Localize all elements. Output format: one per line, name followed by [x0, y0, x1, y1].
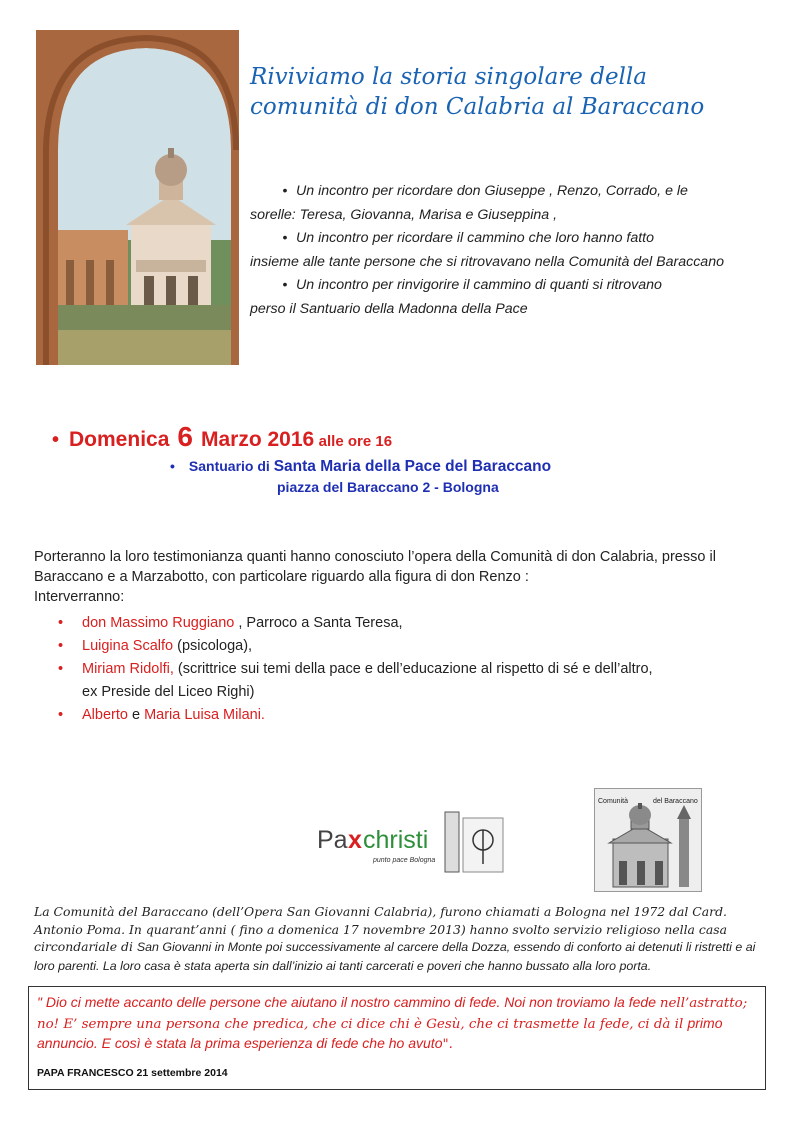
logo-text-x: x — [348, 826, 362, 854]
event-month-year: Marzo 2016 — [200, 428, 315, 451]
intro-list — [250, 180, 770, 321]
body-paragraph: Porteranno la loro testimonianza quanti hanno conosciuto l’opera della Comunità di don Calabria, presso il Baraccano e a Marzabotto, con particolare riguardo alla figura di don Renzo : — [34, 549, 716, 585]
list-item: • don Massimo Ruggiano , Parroco a Santa Teresa, — [58, 612, 778, 635]
venue-prefix: Santuario di — [188, 458, 274, 474]
intro-item: • Un incontro per ricordare don Giuseppe , Renzo, Corrado, e le sorelle: Teresa, Giovanna, Marisa e Giuseppina , — [250, 180, 770, 227]
speaker-name: Miriam Ridolfi, — [82, 661, 174, 677]
speaker-name: Maria Luisa Milani. — [144, 707, 265, 723]
bullet-icon: • — [58, 707, 64, 723]
list-item: • Alberto e Maria Luisa Milani. — [58, 704, 778, 727]
bullet-icon: • — [58, 615, 64, 631]
event-time: alle ore 16 — [318, 433, 393, 450]
pax-christi-logo — [313, 802, 509, 880]
speaker-continuation: ex Preside del Liceo Righi) — [82, 684, 255, 700]
bullet-icon: • — [52, 429, 60, 451]
history-note: La Comunità del Baraccano (dell’Opera San Giovanni Calabria), furono chiamati a Bologna nel 1972 dal Card. Antonio Poma. In quarant’anni ( fino a domenica 17 novembre 2013) hanno svolto servizio religioso nella casa circondariale di San Giovanni in Monte poi successivamente al carcere della Dozza, essendo di conforto ai detenuti li ristretti e ai loro parenti. La loro casa è stata aperta sin dall’inizio ai tanti carcerati e poveri che hanno bussato alla loro porta. — [34, 904, 756, 973]
bullet-icon: • — [170, 458, 175, 474]
poster-title — [250, 62, 780, 122]
body-intro — [34, 547, 774, 607]
speakers-label: Interverranno: — [34, 589, 125, 605]
logo-subtitle: punto pace Bologna — [373, 857, 436, 864]
logo-caption: del Baraccano — [653, 798, 698, 805]
event-venue — [170, 456, 690, 498]
event-day-number: 6 — [177, 421, 193, 452]
speaker-name: Luigina Scalfo — [82, 638, 174, 654]
bullet-icon: • — [282, 230, 288, 246]
intro-item: • Un incontro per ricordare il cammino che loro hanno fatto insieme alle tante persone che si ritrovavano nella Comunità del Baraccano — [250, 227, 770, 274]
logo-text-pa: Pa — [317, 826, 348, 854]
event-day-label: Domenica — [69, 428, 170, 451]
speakers-list — [58, 612, 778, 727]
speaker-name: don Massimo Ruggiano — [82, 615, 235, 631]
baraccano-logo — [594, 788, 702, 892]
title-line: Riviviamo la storia singolare della — [250, 64, 647, 90]
bullet-icon: • — [58, 661, 64, 677]
list-item: • Miriam Ridolfi, (scrittrice sui temi della pace e dell’educazione al rispetto di sé e dell’altro, — [58, 658, 778, 681]
intro-item: • Un incontro per rinvigorire il cammino di quanti si ritrovano perso il Santuario della Madonna della Pace — [250, 274, 770, 321]
bullet-icon: • — [282, 277, 288, 293]
venue-name: Santa Maria della Pace del Baraccano — [273, 458, 552, 475]
pope-quote: " Dio ci mette accanto delle persone che aiutano il nostro cammino di fede. Noi non troviamo la fede nell’astratto; no! E’ sempre una persona che predica, che ci dice chi è Gesù, che ci trasmette la fede, ci dà il primo annuncio. E così è stata la prima esperienza di fede che ho avuto". — [37, 994, 748, 1052]
logo-caption: Comunità — [598, 798, 628, 805]
quote-box — [28, 986, 766, 1090]
title-line: comunità di don Calabria al Baraccano — [250, 94, 705, 120]
list-item: • Luigina Scalfo (psicologa), — [58, 635, 778, 658]
quote-signature: PAPA FRANCESCO 21 settembre 2014 — [37, 1067, 228, 1079]
event-date — [52, 421, 392, 453]
venue-address: piazza del Baraccano 2 - Bologna — [277, 479, 499, 495]
logo-text-christi: christi — [363, 826, 429, 854]
speaker-name: Alberto — [82, 707, 128, 723]
header-painting — [36, 30, 239, 365]
bullet-icon: • — [58, 638, 64, 654]
bullet-icon: • — [282, 183, 288, 199]
